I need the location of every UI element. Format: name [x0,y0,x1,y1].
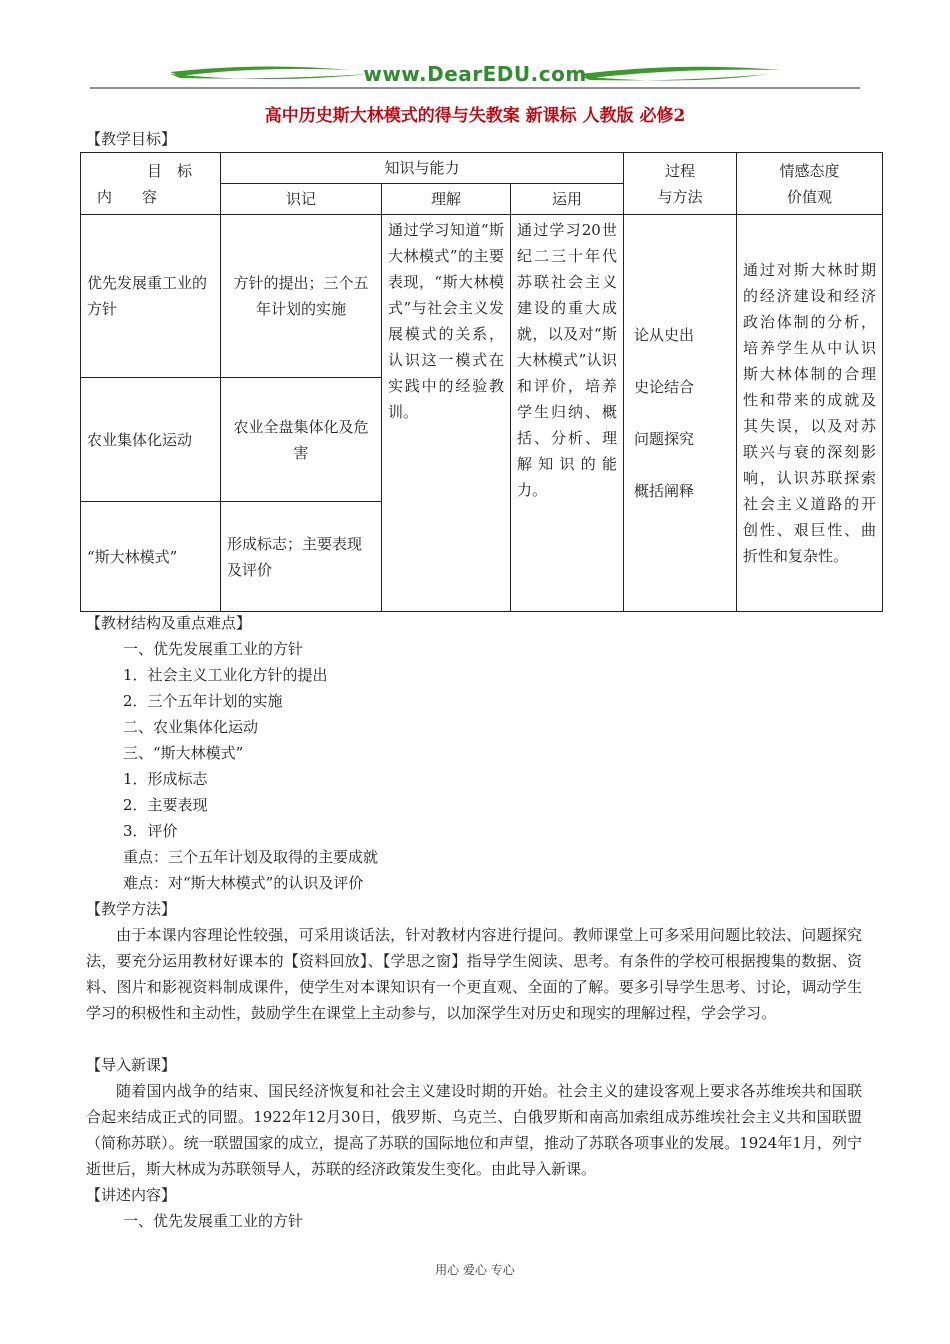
method-paragraph: 由于本课内容理论性较强，可采用谈话法，针对教材内容进行提问。教师课堂上可多采用问题比较法、问题探究法，要充分运用教材好课本的【资料回放】、【学思之窗】指导学生阅读、思考。有条件的学校可根据搜集的数据、资料、图片和影视资料制成课件，使学生对本课知识有一个更直观、全面的了解。要多引导学生思考、讨论，调动学生学习的积极性和主动性，鼓励学生在课堂上主动参与，以加深学生对历史和现实的理解过程，学会学习。 [86,926,862,1022]
list-item: 难点：对“斯大林模式”的认识及评价 [123,874,364,892]
row-content-cell: “斯大林模式” [81,502,221,612]
header-apply: 运用 [511,184,624,215]
list-item: 1．形成标志 [123,770,208,788]
section-objectives: 【教学目标】 [86,130,177,148]
row-recall-cell: 形成标志；主要表现及评价 [221,502,382,612]
list-item: 2．主要表现 [123,796,208,814]
table-corner-cell [81,153,221,215]
row-content-cell: 优先发展重工业的方针 [81,215,221,378]
process-item: 史论结合 [634,378,695,396]
emotion-line2: 价值观 [787,187,833,206]
corner-bottom-label: 内 容 [97,187,158,206]
process-item: 论从史出 [634,326,695,344]
list-item: 1．社会主义工业化方针的提出 [123,666,328,684]
section-content: 【讲述内容】 [86,1186,177,1204]
section-intro: 【导入新课】 [86,1056,177,1074]
list-item: 三、“斯大林模式” [123,744,244,762]
page-footer: 用心 爱心 专心 [435,1263,515,1277]
list-item: 2．三个五年计划的实施 [123,692,283,710]
section-method: 【教学方法】 [86,900,177,918]
corner-top-label: 目 标 [147,161,193,180]
process-methods-cell [624,215,737,612]
list-item: 二、农业集体化运动 [123,718,259,736]
process-item: 问题探究 [634,430,695,448]
site-banner [90,60,860,90]
header-emotion [737,153,883,215]
page-title: 高中历史斯大林模式的得与失教案 新课标 人教版 必修2 [264,106,686,126]
row-recall-cell: 方针的提出；三个五年计划的实施 [221,215,382,378]
row-recall-cell: 农业全盘集体化及危害 [221,378,382,502]
site-logo-text: www.DearEDU.com [363,62,587,86]
list-item: 重点：三个五年计划及取得的主要成就 [123,848,379,866]
row-content-cell: 农业集体化运动 [81,378,221,502]
apply-cell: 通过学习20世纪二三十年代苏联社会主义建设的重大成就，以及对“斯大林模式”认识和评价，培养学生归纳、概括、分析、理解知识的能力。 [511,215,624,612]
header-knowledge: 知识与能力 [221,153,624,184]
section-structure: 【教材结构及重点难点】 [86,614,252,632]
objectives-table [80,152,883,612]
list-item: 一、优先发展重工业的方针 [123,640,304,658]
process-line2: 与方法 [657,187,703,206]
outline-list [86,636,378,896]
list-item: 3．评价 [123,822,178,840]
header-process [624,153,737,215]
emotion-cell: 通过对斯大林时期的经济建设和经济政治体制的分析，培养学生从中认识斯大林体制的合理性和带来的成就及其失误，以及对苏联兴与衰的深刻影响，认识苏联探索社会主义道路的开创性、艰巨性、曲折性和复杂性。 [737,215,883,612]
intro-paragraph: 随着国内战争的结束、国民经济恢复和社会主义建设时期的开始。社会主义的建设客观上要求各苏维埃共和国联合起来结成正式的同盟。1922年12月30日，俄罗斯、乌克兰、白俄罗斯和南高加索组成苏维埃社会主义共和国联盟（简称苏联）。统一联盟国家的成立，提高了苏联的国际地位和声望，推动了苏联各项事业的发展。1924年1月，列宁逝世后，斯大林成为苏联领导人，苏联的经济政策发生变化。由此导入新课。 [86,1082,862,1178]
header-recall: 识记 [221,184,382,215]
content-first-item: 一、优先发展重工业的方针 [123,1212,304,1230]
header-understand: 理解 [382,184,511,215]
emotion-line1: 情感态度 [779,161,840,180]
understand-cell: 通过学习知道“斯大林模式”的主要表现，“斯大林模式”与社会主义发展模式的关系，认识这一模式在实践中的经验教训。 [382,215,511,612]
process-item: 概括阐释 [634,482,695,500]
process-line1: 过程 [665,161,696,180]
